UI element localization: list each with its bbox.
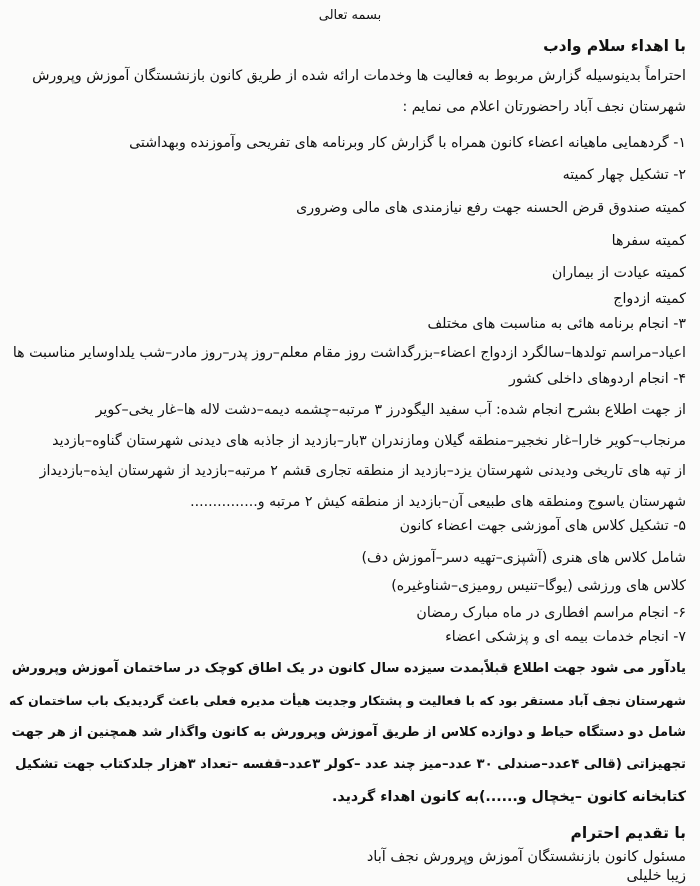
reminder-line-4: تجهیزاتی (قالی ۴عدد–صندلی ۳۰ عدد–میز چند عدد –کولر ۳عدد–قفسه –تعداد ۳هزار جلدکتاب جهت تشکیل	[15, 757, 686, 772]
item-5-arts: شامل کلاس های هنری (آشپزی–تهیه دسر–آموزش دف)	[361, 550, 686, 566]
intro-line-1: احتراماً بدینوسیله گزارش مربوط به فعالیت ها وخدمات ارائه شده از طریق کانون بازنشستگان آموزش وپرورش	[32, 68, 686, 84]
reminder-line-3: شامل دو دستگاه حیاط و دوازده کلاس از طریق آموزش وپرورش به کانون واگذار شد همچنین از هر جهت	[11, 725, 686, 740]
header-basmala: بسمه تعالی	[318, 8, 382, 23]
item-5: ۵- تشکیل کلاس های آموزشی جهت اعضاء کانون	[399, 518, 686, 534]
committee-visiting-sick: کمیته عیادت از بیماران	[551, 265, 686, 281]
reminder-line-5: کتابخانه کانون –یخچال و......)به کانون اهداء گردید.	[332, 789, 686, 805]
item-3-details: اعیاد–مراسم تولدها–سالگرد ازدواج اعضاء–بزرگداشت روز مقام معلم–روز پدر–روز مادر–شب یلداوسایر مناسبت ها	[12, 345, 686, 361]
item-1: ۱- گردهمایی ماهیانه اعضاء کانون همراه با گزارش کار وبرنامه های تفریحی وآموزنده وبهداشتی	[129, 135, 686, 151]
greeting: با اهداء سلام وادب	[543, 37, 686, 55]
item-3: ۳- انجام برنامه هائی به مناسبت های مختلف	[427, 316, 686, 332]
item-4-details-2: مرنجاب–کویر خارا–غار نخجیر–منطقه گیلان ومازندران ۳بار–بازدید از جاذبه های دیدنی شهرستان گناوه–بازدید	[52, 433, 686, 449]
signature-name: زیبا خلیلی	[626, 868, 686, 884]
item-6: ۶- انجام مراسم افطاری در ماه مبارک رمضان	[416, 605, 686, 621]
signature-title: مسئول کانون بازنشستگان آموزش وپرورش نجف آباد	[366, 849, 686, 865]
item-4-details-1: از جهت اطلاع بشرح انجام شده: آب سفید الیگودرز ۳ مرتبه–چشمه دیمه–دشت لاله ها–غار یخی–کویر	[95, 402, 686, 418]
committee-marriage: کمیته ازدواج	[613, 291, 686, 307]
item-2: ۲- تشکیل چهار کمیته	[562, 167, 686, 183]
committee-loan: کمیته صندوق قرض الحسنه جهت رفع نیازمندی های مالی وضروری	[296, 200, 686, 216]
item-4-details-4: شهرستان یاسوج ومنطقه های طبیعی آن–بازدید از منطقه کیش ۲ مرتبه و...............	[190, 494, 686, 510]
committee-travel: کمیته سفرها	[611, 233, 686, 249]
item-5-sports: کلاس های ورزشی (یوگا–تنیس رومیزی–شناوغیره)	[391, 578, 686, 594]
intro-line-2: شهرستان نجف آباد راحضورتان اعلام می نمایم :	[402, 99, 686, 115]
reminder-line-2: شهرستان نجف آباد مستقر بود که با فعالیت و پشتکار وجدیت هیأت مدیره فعلی باعث گردیدیک باب ساختمان که	[8, 693, 686, 708]
closing-respect: با تقدیم احترام	[570, 824, 686, 842]
reminder-line-1: یادآور می شود جهت اطلاع قبلاًبمدت سیزده سال کانون در یک اطاق کوچک در ساختمان آموزش وپرورش	[11, 661, 686, 676]
item-4-details-3: از تپه های تاریخی ودیدنی شهرستان یزد–بازدید از منطقه تجاری قشم ۲ مرتبه–بازدید از شهرستان ایذه–بازدیداز	[39, 463, 686, 479]
item-7: ۷- انجام خدمات بیمه ای و پزشکی اعضاء	[445, 629, 686, 645]
item-4: ۴- انجام اردوهای داخلی کشور	[509, 371, 686, 387]
